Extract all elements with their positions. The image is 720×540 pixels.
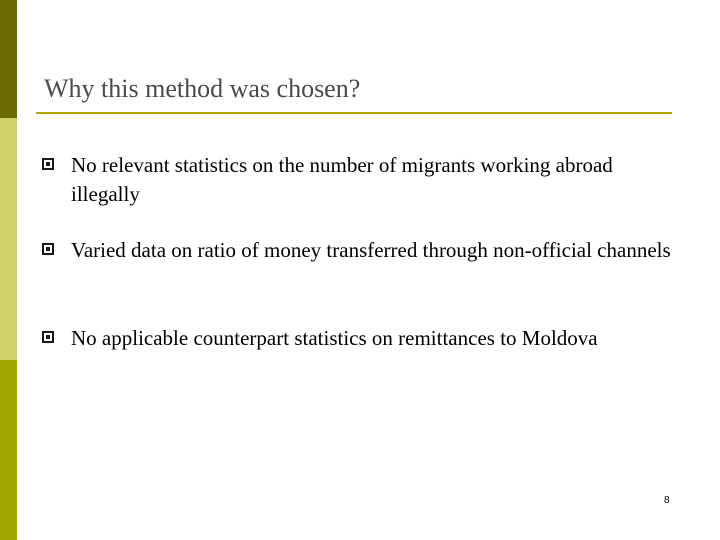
- page-number: 8: [664, 495, 670, 506]
- bullet-text: No applicable counterpart statistics on remittances to Moldova: [71, 326, 598, 350]
- sidebar-segment-top: [0, 0, 17, 118]
- square-bullet-icon: [42, 243, 54, 255]
- sidebar-segment-middle: [0, 118, 17, 360]
- sidebar-decoration: [0, 0, 17, 540]
- square-bullet-icon: [42, 158, 54, 170]
- title-underline: [36, 112, 672, 114]
- slide-title: Why this method was chosen?: [44, 74, 361, 103]
- bullet-text: Varied data on ratio of money transferred through non-official channels: [71, 238, 671, 262]
- sidebar-segment-bottom: [0, 360, 17, 540]
- square-bullet-icon: [42, 331, 54, 343]
- bullet-text: No relevant statistics on the number of migrants working abroad illegally: [71, 153, 613, 206]
